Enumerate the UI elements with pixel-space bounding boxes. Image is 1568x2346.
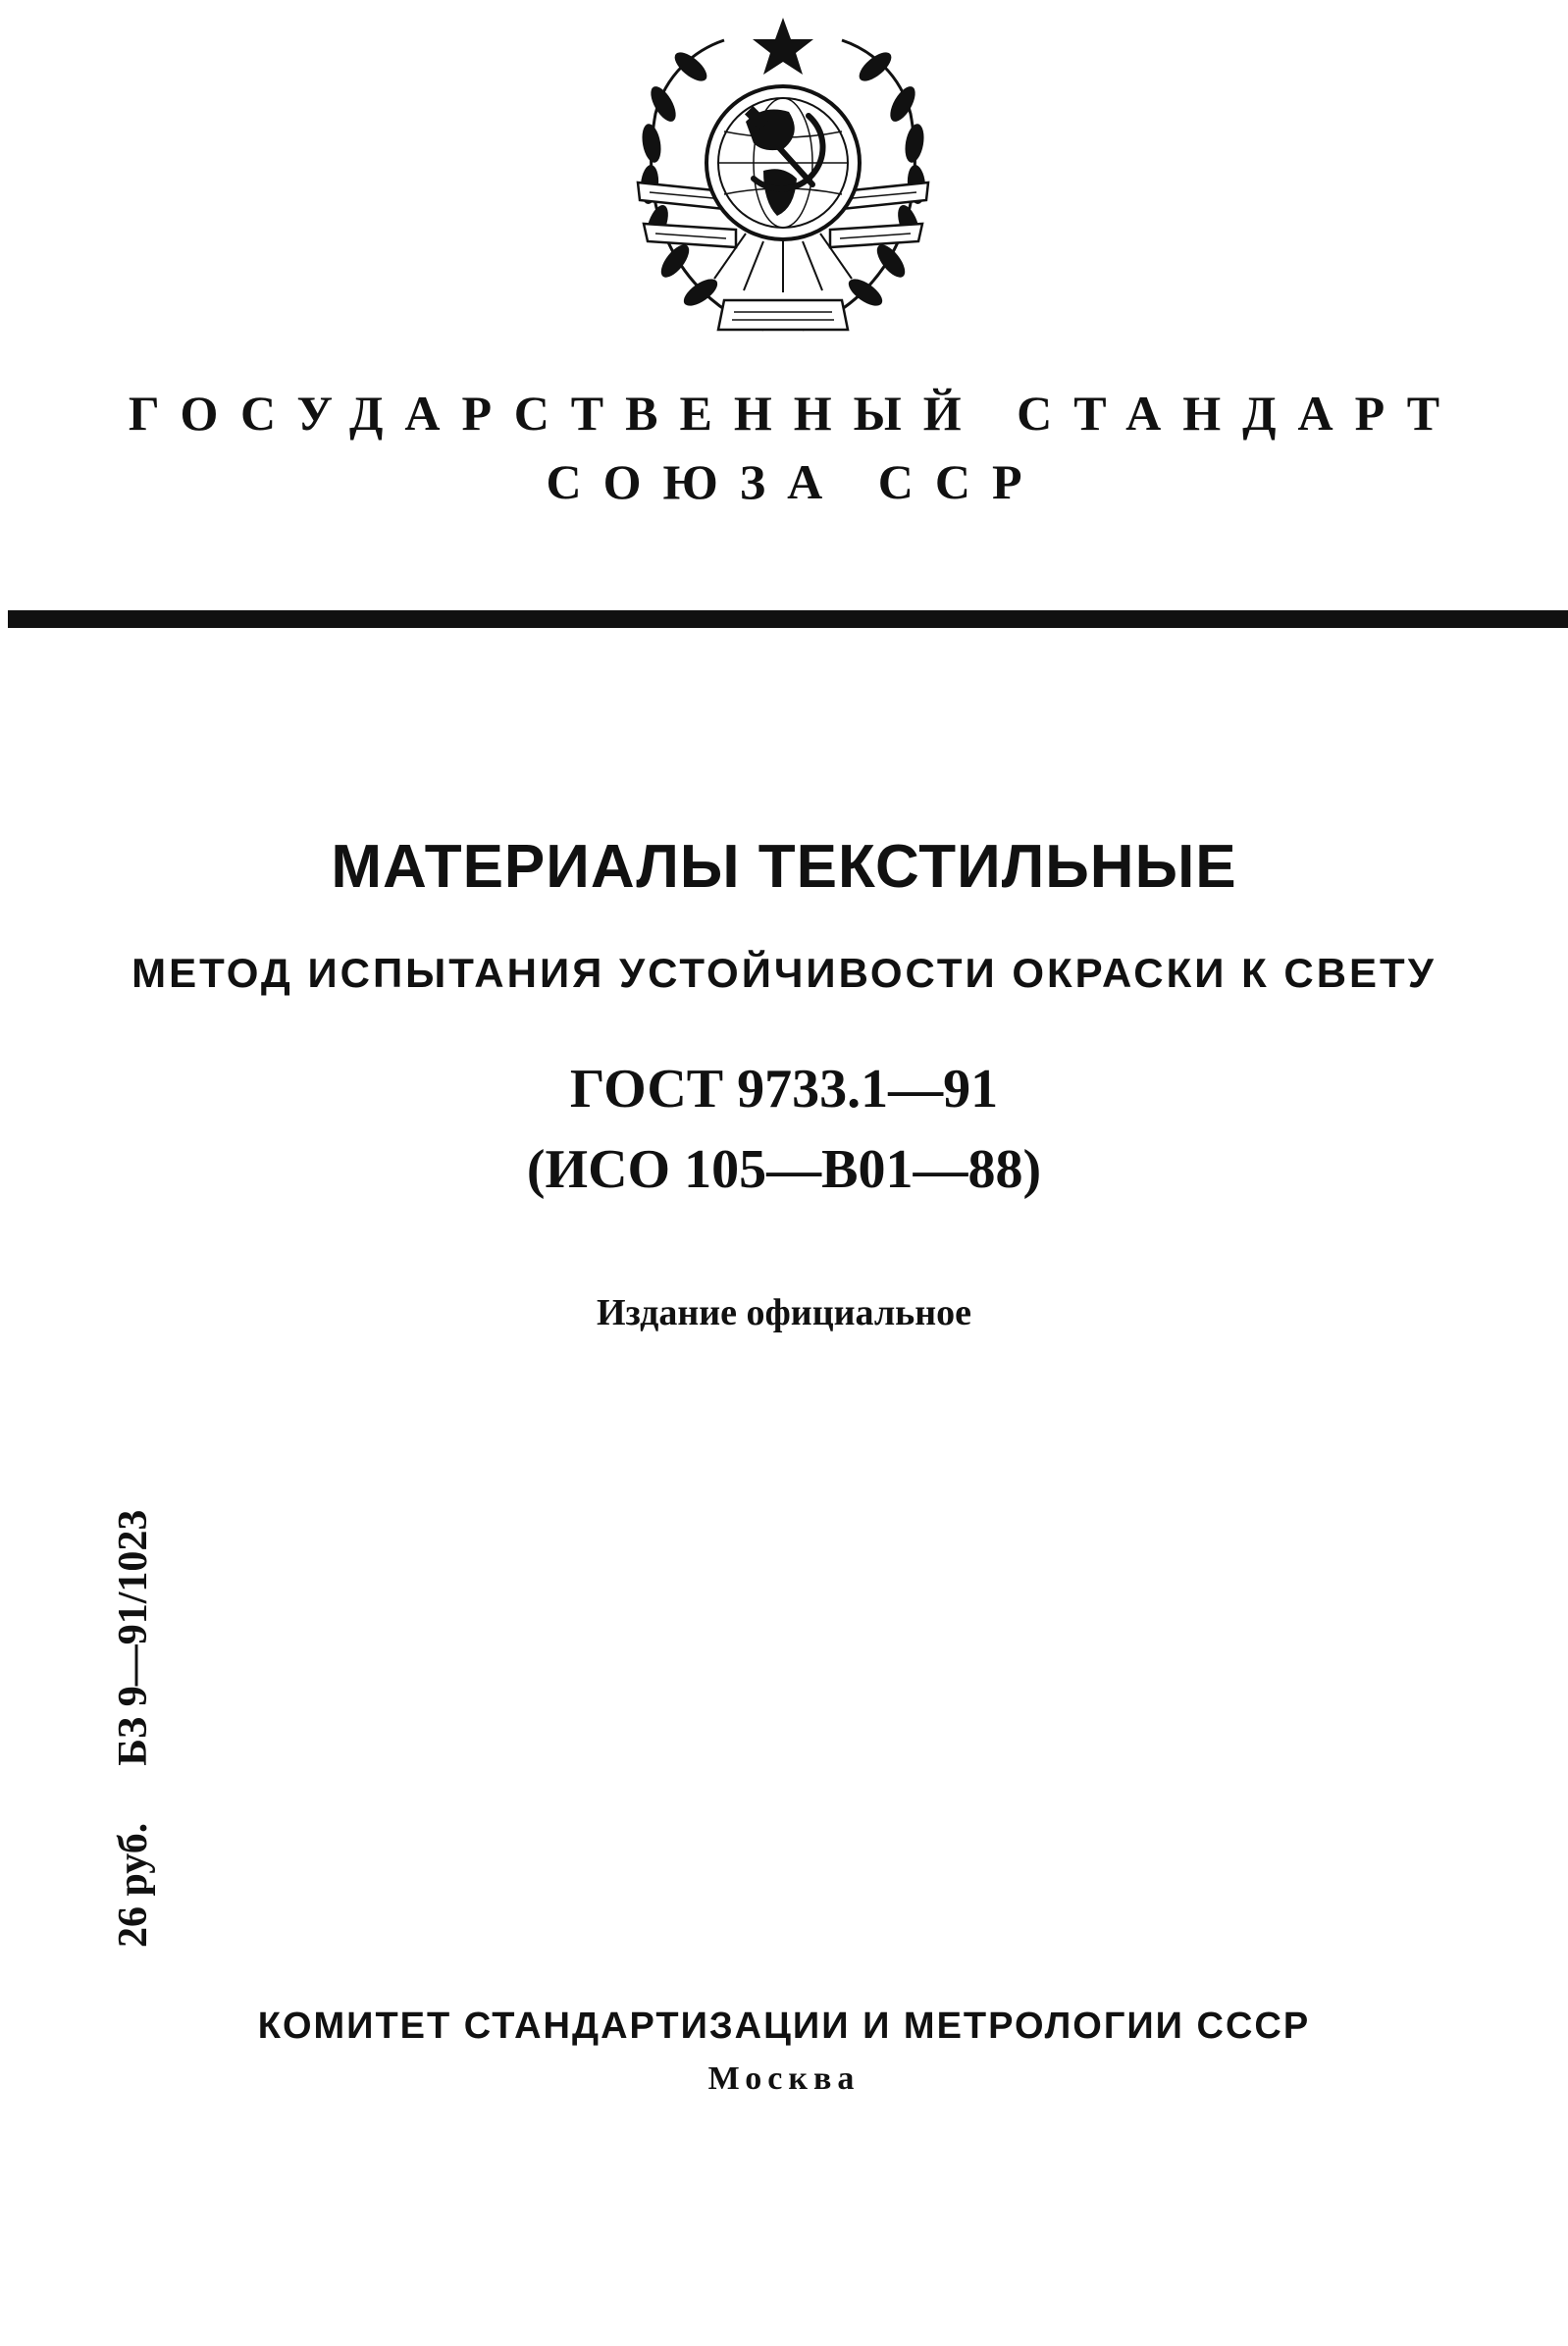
ussr-state-emblem-icon bbox=[616, 6, 950, 359]
publisher-city: Москва bbox=[707, 2060, 861, 2097]
document-subtitle: МЕТОД ИСПЫТАНИЯ УСТОЙЧИВОСТИ ОКРАСКИ К СВЕТУ bbox=[131, 950, 1437, 996]
publisher-name: КОМИТЕТ СТАНДАРТИЗАЦИИ И МЕТРОЛОГИИ СССР bbox=[257, 2006, 1311, 2047]
iso-number: (ИСО 105—В01—88) bbox=[526, 1139, 1042, 1200]
catalog-code: БЗ 9—91/1023 bbox=[111, 1509, 156, 1766]
star-icon bbox=[753, 18, 813, 75]
header-union-ussr: СОЮЗА ССР bbox=[546, 454, 1044, 509]
document-title: МАТЕРИАЛЫ ТЕКСТИЛЬНЫЕ bbox=[331, 833, 1237, 901]
header-state-standard: ГОСУДАРСТВЕННЫЙ СТАНДАРТ bbox=[128, 386, 1462, 441]
edition-label: Издание официальное bbox=[596, 1292, 971, 1333]
horizontal-rule bbox=[8, 610, 1568, 628]
price-label: 26 руб. bbox=[111, 1822, 156, 1948]
side-margin-text bbox=[110, 1510, 157, 1948]
gost-number: ГОСТ 9733.1—91 bbox=[569, 1059, 999, 1120]
